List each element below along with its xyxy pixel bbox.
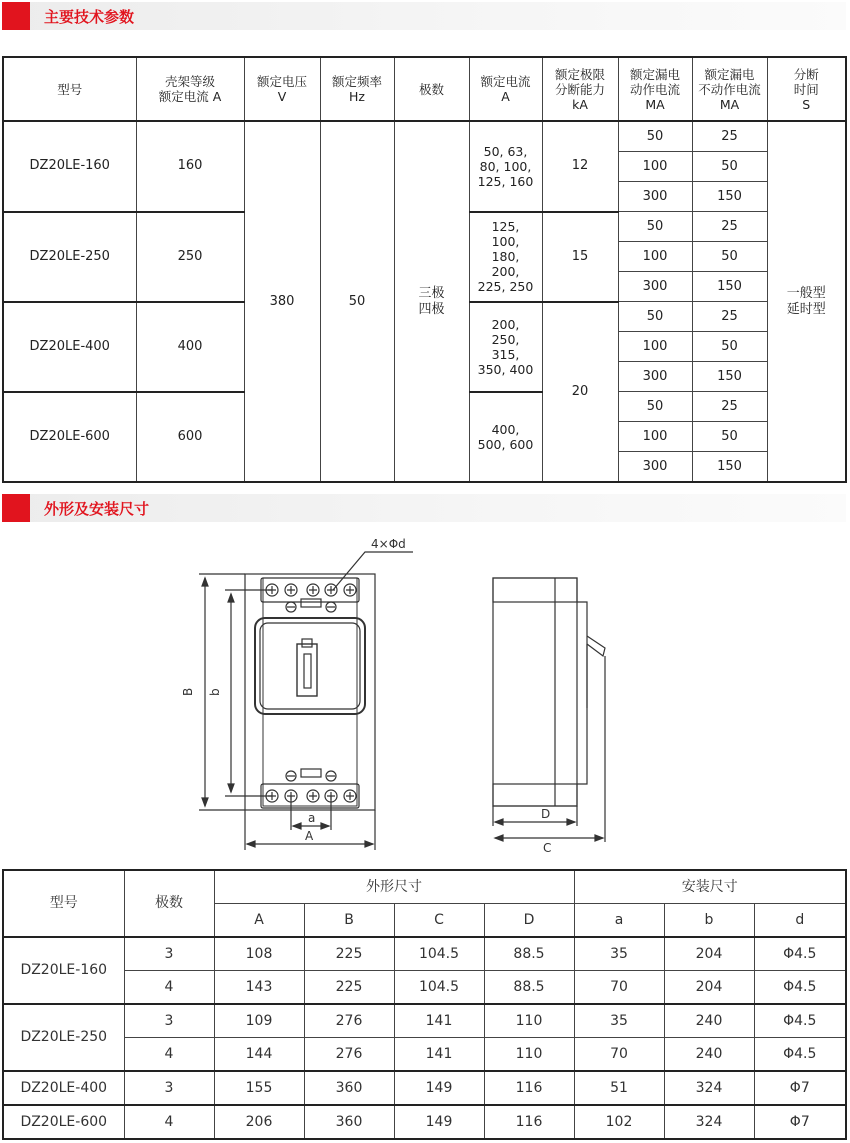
dim-b-label: b	[208, 688, 222, 696]
value-cell: 276	[304, 1004, 394, 1038]
header-frequency: 额定频率 Hz	[320, 57, 394, 121]
value-cell: 102	[574, 1105, 664, 1139]
value-cell: Φ4.5	[754, 971, 846, 1005]
leak-no-trip-cell: 150	[692, 272, 767, 302]
leak-no-trip-cell: 50	[692, 152, 767, 182]
frequency-cell: 50	[320, 121, 394, 482]
leak-no-trip-cell: 25	[692, 302, 767, 332]
leak-trip-cell: 50	[618, 121, 692, 152]
dims-header-row	[3, 870, 846, 904]
leak-trip-cell: 300	[618, 362, 692, 392]
leak-no-trip-cell: 50	[692, 422, 767, 452]
leak-trip-cell: 50	[618, 302, 692, 332]
leak-trip-cell: 50	[618, 392, 692, 422]
value-cell: Φ7	[754, 1105, 846, 1139]
header-frame-current: 壳架等级 额定电流 A	[136, 57, 244, 121]
leak-no-trip-cell: 150	[692, 182, 767, 212]
value-cell: 225	[304, 937, 394, 971]
header-leak-no-trip: 额定漏电 不动作电流 MA	[692, 57, 767, 121]
current-list-cell: 400, 500, 600	[469, 392, 542, 483]
table-row	[3, 937, 846, 971]
value-cell: 35	[574, 1004, 664, 1038]
model-cell: DZ20LE-600	[3, 1105, 124, 1139]
dim-a-label: a	[308, 811, 316, 825]
section-header-specs	[2, 2, 846, 30]
value-cell: 108	[214, 937, 304, 971]
value-cell: 143	[214, 971, 304, 1005]
header-model: 型号	[3, 57, 136, 121]
value-cell: 149	[394, 1105, 484, 1139]
current-list-cell: 125, 100, 180, 200, 225, 250	[469, 212, 542, 302]
table-row	[3, 1105, 846, 1139]
leak-trip-cell: 100	[618, 152, 692, 182]
col-a: a	[574, 904, 664, 938]
break-time-cell: 一般型 延时型	[767, 121, 846, 482]
model-cell: DZ20LE-160	[3, 937, 124, 1004]
current-list-cell: 50, 63, 80, 100, 125, 160	[469, 121, 542, 212]
model-cell: DZ20LE-600	[3, 392, 136, 483]
value-cell: Φ4.5	[754, 1038, 846, 1072]
value-cell: 155	[214, 1071, 304, 1105]
value-cell: 4	[124, 971, 214, 1005]
table-row	[3, 971, 846, 1005]
value-cell: 276	[304, 1038, 394, 1072]
value-cell: 360	[304, 1105, 394, 1139]
value-cell: Φ4.5	[754, 937, 846, 971]
value-cell: 116	[484, 1105, 574, 1139]
outline-drawing	[175, 526, 635, 856]
header-rated-current: 额定电流 A	[469, 57, 542, 121]
side-view	[493, 578, 605, 855]
value-cell: 240	[664, 1004, 754, 1038]
value-cell: 70	[574, 1038, 664, 1072]
table-row	[3, 1038, 846, 1072]
frame-cell: 250	[136, 212, 244, 302]
value-cell: 116	[484, 1071, 574, 1105]
value-cell: 104.5	[394, 937, 484, 971]
header-poles: 极数	[124, 870, 214, 937]
section-header-dimensions	[2, 494, 846, 522]
leak-trip-cell: 300	[618, 272, 692, 302]
value-cell: Φ7	[754, 1071, 846, 1105]
section-marker	[2, 494, 30, 522]
frame-cell: 600	[136, 392, 244, 483]
dimensions-table	[2, 869, 847, 1140]
value-cell: 109	[214, 1004, 304, 1038]
header-poles: 极数	[394, 57, 469, 121]
value-cell: 141	[394, 1038, 484, 1072]
leak-no-trip-cell: 150	[692, 452, 767, 483]
value-cell: 204	[664, 971, 754, 1005]
dim-A-label: A	[305, 829, 314, 843]
value-cell: 324	[664, 1105, 754, 1139]
header-model: 型号	[3, 870, 124, 937]
value-cell: 3	[124, 1004, 214, 1038]
value-cell: 225	[304, 971, 394, 1005]
dim-D-label: D	[541, 807, 551, 821]
leak-no-trip-cell: 50	[692, 242, 767, 272]
current-list-cell: 200, 250, 315, 350, 400	[469, 302, 542, 392]
value-cell: 144	[214, 1038, 304, 1072]
model-cell: DZ20LE-250	[3, 212, 136, 302]
value-cell: 35	[574, 937, 664, 971]
value-cell: 70	[574, 971, 664, 1005]
section-title-specs: 主要技术参数	[44, 8, 135, 26]
section-marker	[2, 2, 30, 30]
value-cell: 88.5	[484, 971, 574, 1005]
table-row	[3, 1071, 846, 1105]
header-outline: 外形尺寸	[214, 870, 574, 904]
value-cell: 240	[664, 1038, 754, 1072]
spec-table	[2, 56, 847, 483]
value-cell: 110	[484, 1004, 574, 1038]
section-title-dimensions: 外形及安装尺寸	[44, 500, 150, 518]
spec-header-row	[3, 57, 846, 121]
breaking-cell: 20	[542, 302, 618, 483]
table-row	[3, 1004, 846, 1038]
value-cell: Φ4.5	[754, 1004, 846, 1038]
value-cell: 141	[394, 1004, 484, 1038]
model-cell: DZ20LE-400	[3, 1071, 124, 1105]
col-B: B	[304, 904, 394, 938]
poles-cell: 三极 四极	[394, 121, 469, 482]
value-cell: 206	[214, 1105, 304, 1139]
value-cell: 51	[574, 1071, 664, 1105]
value-cell: 324	[664, 1071, 754, 1105]
dim-C-label: C	[543, 841, 552, 855]
value-cell: 204	[664, 937, 754, 971]
leak-no-trip-cell: 50	[692, 332, 767, 362]
dim-B-label: B	[181, 687, 195, 696]
model-cell: DZ20LE-160	[3, 121, 136, 212]
value-cell: 88.5	[484, 937, 574, 971]
frame-cell: 160	[136, 121, 244, 212]
breaking-cell: 15	[542, 212, 618, 302]
value-cell: 149	[394, 1071, 484, 1105]
header-breaking-capacity: 额定极限 分断能力 kA	[542, 57, 618, 121]
header-break-time: 分断 时间 S	[767, 57, 846, 121]
front-view	[181, 537, 413, 850]
value-cell: 110	[484, 1038, 574, 1072]
value-cell: 4	[124, 1038, 214, 1072]
col-b: b	[664, 904, 754, 938]
frame-cell: 400	[136, 302, 244, 392]
leak-trip-cell: 300	[618, 182, 692, 212]
value-cell: 3	[124, 937, 214, 971]
value-cell: 360	[304, 1071, 394, 1105]
model-cell: DZ20LE-400	[3, 302, 136, 392]
terminal-screw-icon	[266, 584, 356, 596]
leak-no-trip-cell: 25	[692, 212, 767, 242]
col-A: A	[214, 904, 304, 938]
breaking-cell: 12	[542, 121, 618, 212]
hole-note-label: 4×Φd	[371, 537, 406, 551]
col-d: d	[754, 904, 846, 938]
col-C: C	[394, 904, 484, 938]
table-row	[3, 121, 846, 152]
voltage-cell: 380	[244, 121, 320, 482]
value-cell: 3	[124, 1071, 214, 1105]
header-mounting: 安装尺寸	[574, 870, 846, 904]
leak-trip-cell: 100	[618, 422, 692, 452]
terminal-screw-icon	[266, 790, 356, 802]
value-cell: 4	[124, 1105, 214, 1139]
leak-trip-cell: 100	[618, 332, 692, 362]
value-cell: 104.5	[394, 971, 484, 1005]
leak-trip-cell: 300	[618, 452, 692, 483]
header-leak-trip: 额定漏电 动作电流 MA	[618, 57, 692, 121]
leak-no-trip-cell: 150	[692, 362, 767, 392]
header-voltage: 额定电压 V	[244, 57, 320, 121]
leak-no-trip-cell: 25	[692, 392, 767, 422]
col-D: D	[484, 904, 574, 938]
model-cell: DZ20LE-250	[3, 1004, 124, 1071]
leak-no-trip-cell: 25	[692, 121, 767, 152]
leak-trip-cell: 50	[618, 212, 692, 242]
leak-trip-cell: 100	[618, 242, 692, 272]
